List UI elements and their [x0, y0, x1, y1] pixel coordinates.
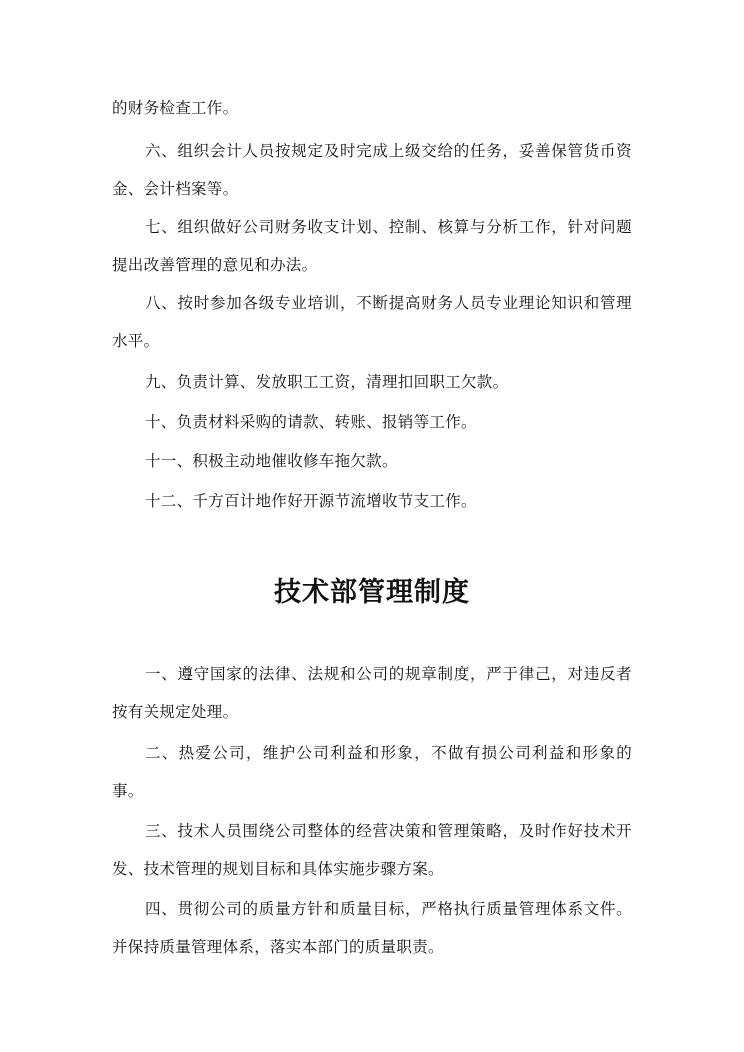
- section-title: 技术部管理制度: [274, 577, 470, 608]
- paragraph-item-7: 七、组织做好公司财务收支计划、控制、核算与分析工作，针对问题提出改善管理的意见和办法。: [112, 218, 632, 274]
- paragraph-item-9: 九、负责计算、发放职工工资，清理扣回职工欠款。: [145, 373, 509, 391]
- paragraph-rule-3: 三、技术人员围绕公司整体的经营决策和管理策略，及时作好技术开发、技术管理的规划目标和具体实施步骤方案。: [112, 822, 632, 878]
- paragraph-item-8: 八、按时参加各级专业培训，不断提高财务人员专业理论知识和管理水平。: [112, 294, 632, 350]
- paragraph-rule-4: 四、贯彻公司的质量方针和质量目标，严格执行质量管理体系文件。并保持质量管理体系，落实本部门的质量职责。: [112, 900, 632, 956]
- paragraph-continuation: 的财务检查工作。: [112, 99, 239, 117]
- paragraph-item-6: 六、组织会计人员按规定及时完成上级交给的任务，妥善保管货币资金、会计档案等。: [112, 142, 632, 198]
- paragraph-rule-1: 一、遵守国家的法律、法规和公司的规章制度，严于律己，对违反者按有关规定处理。: [112, 665, 632, 721]
- paragraph-item-10: 十、负责材料采购的请款、转账、报销等工作。: [145, 413, 477, 431]
- paragraph-rule-2: 二、热爱公司，维护公司利益和形象，不做有损公司利益和形象的事。: [112, 744, 632, 800]
- paragraph-item-12: 十二、千方百计地作好开源节流增收节支工作。: [145, 492, 477, 510]
- paragraph-item-11: 十一、积极主动地催收修车拖欠款。: [145, 452, 398, 470]
